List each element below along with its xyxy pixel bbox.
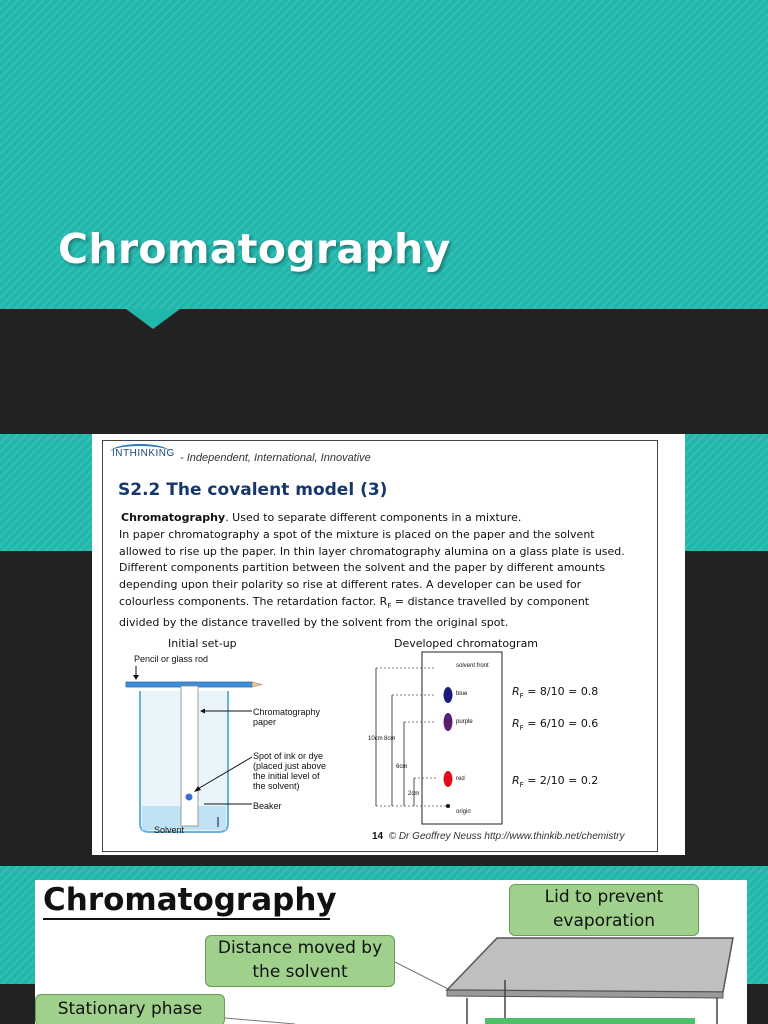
spot-label-2: (placed just above [253,761,327,771]
rf-red: $R_F = 2/10 = 0.2$ [512,774,599,790]
chromatography-apparatus-image [35,880,747,1024]
paper-label-2: paper [253,717,277,727]
origin-spot [446,804,450,808]
para-line-3: allowed to rise up the paper. In thin layer chromatography alumina on a glass plate is used. [119,544,625,558]
developed-heading: Developed chromatogram [394,637,539,650]
para-line-6-sub: F [387,602,392,611]
dark-band-top [0,309,768,434]
rf-blue: $R_F = 8/10 = 0.8$ [512,685,599,701]
footer-credit: © Dr Geoffrey Neuss http://www.thinkib.net/chemistry [388,831,625,842]
para-line-5: depending upon their polarity so rise at different rates. A developer can be used for [119,578,582,592]
para-line-6a: colourless components. The retardation factor. R [119,594,388,608]
paper-label-1: Chromatography [253,707,321,717]
spot-label-3: the initial level of [253,771,320,781]
spot-label-1: Spot of ink or dye [253,751,324,761]
red-spot [444,771,453,787]
distance-8cm: 8cm [384,736,396,742]
callout-lid: Lid to prevent evaporation [509,884,699,936]
para-line-1: . Used to separate different components in a mixture. [225,511,522,524]
para-line-2: In paper chromatography a spot of the mixture is placed on the paper and the solvent [119,527,595,541]
slide-title: Chromatography [58,225,451,273]
callout-stationary-phase: Stationary phase [35,994,225,1024]
rf-purple: $R_F = 6/10 = 0.6$ [512,717,599,733]
solvent-front-label: solvent front [456,663,489,669]
blue-spot [444,687,453,703]
para-line-4: Different components partition between the solvent and the paper by different amounts [119,561,606,575]
beaker-label: Beaker [253,801,282,811]
section-title: S2.2 The covalent model (3) [118,480,388,500]
red-label: red [456,776,465,782]
blue-label: blue [456,691,468,697]
inthinking-logo: INTHINKING [112,448,175,459]
para-bold-term: Chromatography [121,511,226,524]
distance-10cm: 10cm [368,736,383,742]
callout-distance-moved: Distance moved by the solvent [205,935,395,987]
origin-label: origin [456,809,471,815]
distance-2cm: 2cm [408,791,420,797]
image2-title: Chromatography [43,882,337,918]
footer-page-number: 14 [372,831,384,842]
solvent-label: Solvent [154,825,185,835]
initial-setup-heading: Initial set-up [168,637,237,650]
tagline: - Independent, International, Innovative [180,452,371,464]
distance-6cm: 6cm [396,764,408,770]
image-footer [372,831,624,842]
purple-spot [444,713,453,731]
pencil-label: Pencil or glass rod [134,654,209,664]
explanation-paragraph [119,510,654,632]
purple-label: purple [456,719,473,725]
para-line-6b: = distance travelled by component [391,594,590,608]
para-line-7: divided by the distance travelled by the solvent from the original spot. [119,615,509,629]
textbook-excerpt-image [92,434,685,855]
header-notch [126,309,180,329]
spot-label-4: the solvent) [253,781,300,791]
